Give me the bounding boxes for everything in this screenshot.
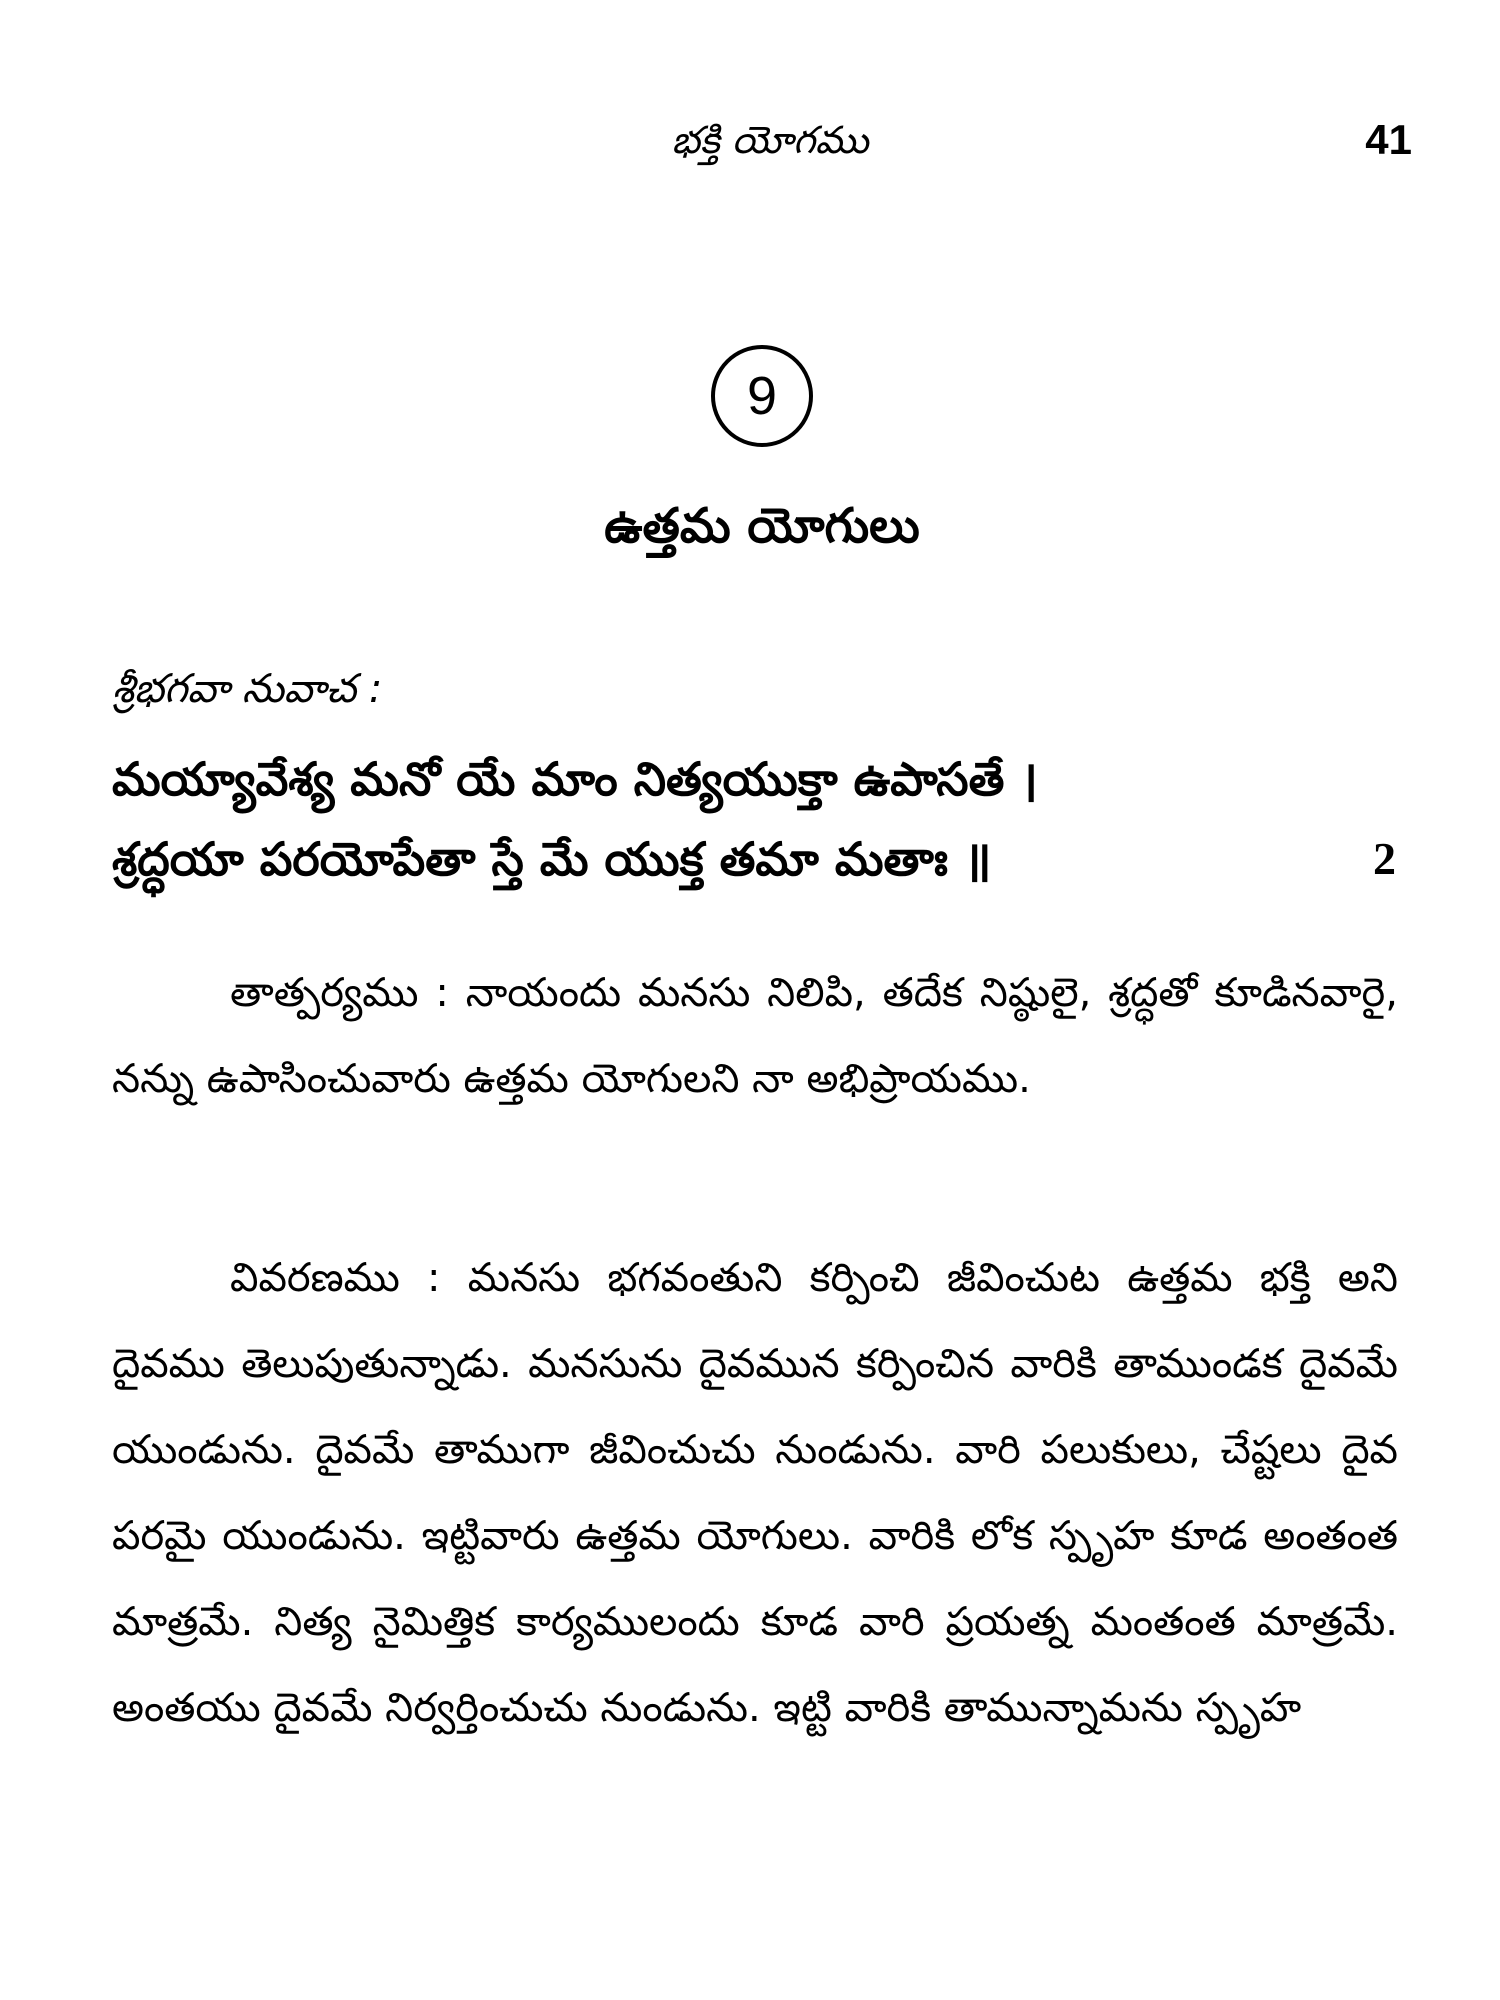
explanation-paragraph: వివరణము : మనసు భగవంతుని కర్పించి జీవించుట ఉత్తమ భక్తి అని దైవము తెలుపుతున్నాడు. మనసును దైవమున కర్పించిన వారికి తాముండక దైవమే యుండును. దైవమే తాముగా జీవించుచు నుండును. వారి పలుకులు, చేష్టలు దైవ పరమై యుండును. ఇట్టివారు ఉత్తమ యోగులు. వారికి లోక స్పృహ కూడ అంతంత మాత్రమే. నిత్య నైమిత్తిక కార్యములందు కూడ వారి ప్రయత్న మంతంత మాత్రమే. అంతయు దైవమే నిర్వర్తించుచు నుండును. ఇట్టి వారికి తామున్నామను స్పృహ bbox=[112, 1255, 1398, 1731]
verse-number: 2 bbox=[1373, 833, 1396, 884]
meaning-paragraph: తాత్పర్యము : నాయందు మనసు నిలిపి, తదేక నిష్ఠులై, శ్రద్ధతో కూడినవారై, నన్ను ఉపాసించువారు ఉత్తమ యోగులని నా అభిప్రాయము. bbox=[112, 970, 1398, 1102]
verse-line-2: శ్రద్ధయా పరయోపేతా స్తే మే యుక్త తమా మతాః ॥ bbox=[112, 832, 992, 886]
running-title: భక్తి యోగము bbox=[671, 118, 869, 162]
page-number: 41 bbox=[1365, 116, 1412, 163]
running-header bbox=[0, 112, 1500, 172]
verse-line-1: మయ్యావేశ్య మనో యే మాం నిత్యయుక్తా ఉపాసతే । bbox=[112, 752, 1038, 806]
chapter-title: ఉత్తమ యోగులు bbox=[604, 498, 920, 554]
verse-speaker: శ్రీభగవా నువాచ : bbox=[112, 666, 383, 712]
chapter-number-badge: 9 bbox=[711, 345, 813, 447]
